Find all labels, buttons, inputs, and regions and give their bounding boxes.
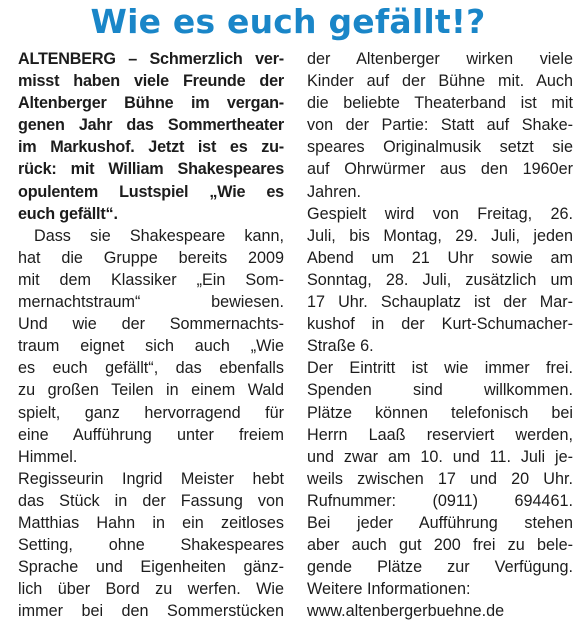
article-text-line: mernachtstraum“ bewiesen. [18, 293, 284, 312]
article-text-line: Dass sie Shakespeare kann, [34, 226, 284, 245]
article-text-line: Setting, ohne Shakespeares [18, 536, 284, 555]
article-text-line: lich über Bord zu werfen. Wie [18, 580, 284, 599]
article-text-line: ALTENBERG – Schmerzlich ver- [18, 50, 284, 68]
article-text-line: hat die Gruppe bereits 2009 [18, 248, 284, 267]
article-text-line: speares Originalmusik setzt sie [307, 138, 573, 157]
article-text-line: gende Plätze zur Verfügung. [307, 558, 573, 577]
article-text-line: die beliebte Theaterband ist mit [307, 94, 573, 113]
article-text-line: im Markushof. Jetzt ist es zu- [18, 138, 284, 157]
article-text-line: mit dem Klassiker „Ein Som- [18, 270, 284, 289]
article-text-line: aber auch gut 200 frei zu bele- [307, 536, 573, 555]
article-text-line: eine Aufführung unter freiem [18, 425, 284, 444]
article-text-line: Altenberger Bühne im vergan- [18, 94, 284, 113]
article-text-line: opulentem Lustspiel „Wie es [18, 182, 284, 201]
article-text-line: Herrn Laaß reserviert werden, [307, 425, 573, 444]
article-text-line: kushof in der Kurt-Schumacher- [307, 315, 573, 334]
article-text-line: es euch gefällt“, das ebenfalls [18, 359, 284, 378]
article-text-line: rück: mit William Shakespeares [18, 160, 284, 179]
article-text-line: Regisseurin Ingrid Meister hebt [18, 469, 284, 488]
article-text-line: das Stück in der Fassung von [18, 491, 284, 510]
article-text-line: Himmel. [18, 447, 78, 466]
article-text-line: Juli, bis Montag, 29. Juli, jeden [307, 226, 573, 245]
article-text-line: traum eignet sich auch „Wie [18, 337, 284, 356]
article-text-line: Rufnummer: (0911) 694461. [307, 491, 573, 510]
article-column-left [18, 48, 284, 622]
article-text-line: Matthias Hahn in ein zeitloses [18, 513, 284, 532]
article-text-line: von der Partie: Statt auf Shake- [307, 116, 573, 135]
article-text-line: und zwar am 10. und 11. Juli je- [307, 447, 573, 466]
article-text-line: weils zwischen 17 und 20 Uhr. [307, 469, 573, 488]
article-text-line: Und wie der Sommernachts- [18, 315, 284, 334]
article-text-line: Weitere Informationen: [307, 580, 471, 599]
article-text-line: Jahren. [307, 182, 361, 201]
article-text-line: auf Ohrwürmer aus den 1960er [307, 160, 573, 179]
article-text-line: spielt, ganz hervorragend für [18, 403, 284, 422]
article-text-line: Abend um 21 Uhr sowie am [307, 248, 573, 267]
article-text-line: Kinder auf der Bühne mit. Auch [307, 72, 573, 91]
article-text-line: der Altenberger wirken viele [307, 50, 573, 68]
article-column-right [307, 48, 573, 622]
article-text-line: misst haben viele Freunde der [18, 72, 284, 91]
article-text-line: Sprache und Eigenheiten gänz- [18, 558, 284, 577]
article-headline: Wie es euch gefällt!? [90, 2, 486, 41]
article-text-line: Straße 6. [307, 337, 374, 356]
article-text-line: Gespielt wird von Freitag, 26. [307, 204, 573, 223]
article-text-line: euch gefällt“. [18, 204, 118, 223]
article-text-line: zu großen Teilen in einem Wald [18, 381, 284, 400]
article-text-line: 17 Uhr. Schauplatz ist der Mar- [307, 293, 573, 312]
article-text-line: Sonntag, 28. Juli, zusätzlich um [307, 270, 573, 289]
article-text-line: Der Eintritt ist wie immer frei. [307, 359, 573, 378]
article-text-line: Spenden sind willkommen. [307, 381, 573, 400]
article-text-line: genen Jahr das Sommertheater [18, 116, 284, 135]
article-text-line: www.altenbergerbuehne.de [307, 602, 505, 621]
article-text-line: Bei jeder Aufführung stehen [307, 513, 573, 532]
article-text-line: Plätze können telefonisch bei [307, 403, 573, 422]
article-text-line: immer bei den Sommerstücken [18, 602, 284, 621]
